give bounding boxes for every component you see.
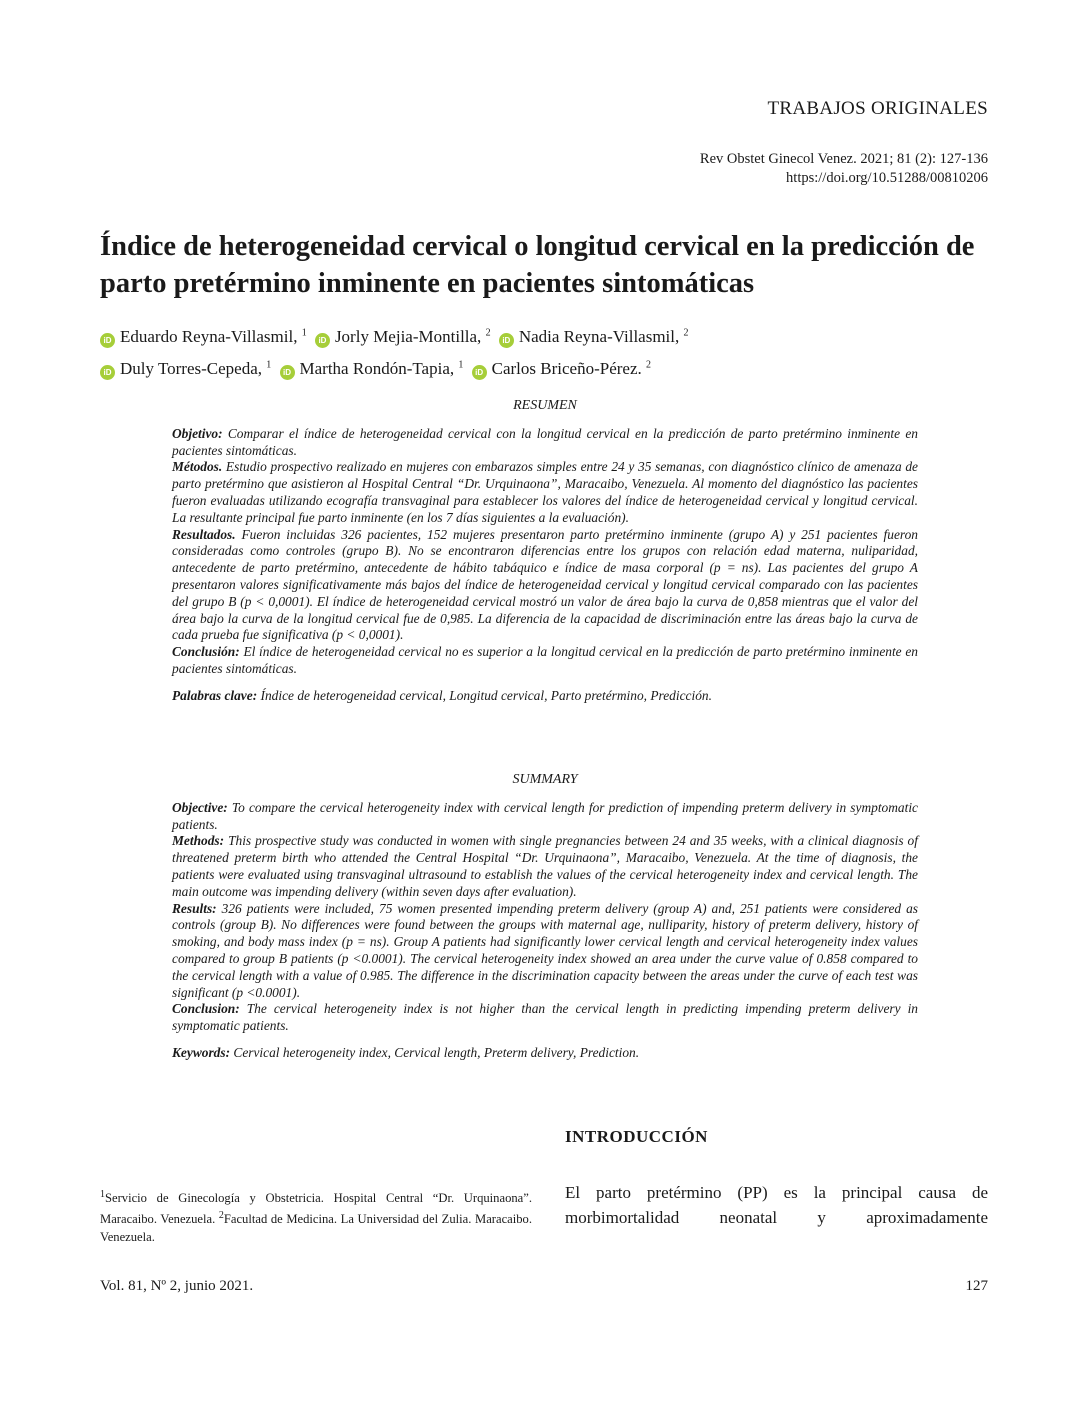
section-heading-introduction: INTRODUCCIÓN [565, 1127, 708, 1146]
orcid-icon[interactable]: iD [315, 333, 330, 348]
author[interactable] [499, 327, 689, 346]
abstract-keywords [172, 1045, 918, 1062]
section-label-bold: Métodos. [172, 459, 223, 475]
author-name: Duly Torres-Cepeda, [120, 359, 263, 379]
section-label-bold: Objective: [172, 799, 228, 815]
abstract-objective [172, 800, 918, 834]
author[interactable] [472, 359, 651, 378]
author[interactable] [100, 359, 271, 378]
abstract-text: 326 patients were included, 75 women presented impending preterm delivery (group A) and, 251 patients were considered as controls (group B). No differences were found between the groups with maternal age, nulliparity, history of preterm delivery, history of smoking, and body mass index (p = ns). Group A patients had significantly lower cervical length and cervical heterogeneity index values compared to group B patients (p <0.0001). The cervical heterogeneity index showed an area under the curve value of 0.858 compared to the cervical length with a value of 0.985. The difference in the discrimination capacity between the areas under the curve of each test was significant (p <0.0001). [172, 900, 918, 1000]
abstract-results [172, 901, 918, 1002]
section-label-bold: Resultados. [172, 526, 236, 542]
abstract-conclusion [172, 644, 918, 678]
abstract-heading: SUMMARY [512, 772, 578, 787]
section-label: TRABAJOS ORIGINALES [767, 98, 988, 119]
author-affiliation: 1 [458, 359, 464, 371]
section-label-bold: Palabras clave: [172, 687, 258, 703]
abstract-text: The cervical heterogeneity index is not higher than the cervical length in predicting impending preterm delivery in symptomatic patients. [172, 1001, 918, 1034]
author[interactable] [315, 327, 491, 346]
orcid-icon[interactable]: iD [280, 365, 295, 380]
abstract-heading: RESUMEN [513, 398, 577, 413]
author-affiliation: 1 [266, 359, 272, 371]
affiliation-text: Servicio de Ginecología y Obstetricia. Hospital Central “Dr. Urquinaona”. Maracaibo. Venezuela. [100, 1191, 532, 1227]
abstract-text: El índice de heterogeneidad cervical no es superior a la longitud cervical en la predicción de parto pretérmino inminente en pacientes sintomáticas. [172, 644, 918, 676]
journal-citation: Rev Obstet Ginecol Venez. 2021; 81 (2): 127-136 [699, 151, 988, 167]
citation-block [700, 150, 988, 188]
orcid-icon[interactable]: iD [100, 333, 115, 348]
author[interactable] [280, 359, 464, 378]
abstract-text: Cervical heterogeneity index, Cervical length, Preterm delivery, Prediction. [233, 1044, 640, 1060]
abstract-results [172, 527, 918, 645]
abstract-text: This prospective study was conducted in women with single pregnancies between 24 and 35 weeks, with a clinical diagnosis of threatened preterm birth who attended the Central Hospital “Dr. Urquinaona”, Maracaibo, Venezuela. At the time of diagnosis, the patients were evaluated using transvaginal ultrasound to establish the values of the cervical heterogeneity index and cervical length. The main outcome was impending delivery (within seven days after evaluation). [172, 833, 918, 899]
abstract-spanish [172, 398, 918, 705]
abstract-conclusion [172, 1001, 918, 1035]
abstract-text: To compare the cervical heterogeneity index with cervical length for prediction of impending preterm delivery in symptomatic patients. [172, 799, 918, 832]
abstract-objective [172, 426, 918, 460]
section-label-bold: Conclusión: [172, 644, 240, 660]
section-label-bold: Methods: [172, 833, 225, 849]
page-number: 127 [965, 1278, 988, 1294]
author-name: Carlos Briceño-Pérez. [491, 359, 642, 379]
author-affiliation: 1 [301, 327, 307, 338]
abstract-text: Comparar el índice de heterogeneidad cervical con la longitud cervical en la predicción de parto pretérmino inminente en pacientes sintomáticas. [172, 425, 918, 458]
affiliation-text: Facultad de Medicina. La Universidad del Zulia. Maracaibo. Venezuela. [100, 1212, 532, 1245]
footnote-marker: 2 [218, 1210, 224, 1222]
author-affiliation: 2 [646, 359, 651, 371]
author[interactable] [100, 327, 307, 346]
author-name: Nadia Reyna-Villasmil, [518, 326, 680, 346]
abstract-methods [172, 833, 918, 900]
author-affiliation: 2 [683, 327, 689, 338]
author-list [100, 318, 990, 383]
abstract-text: Fueron incluidas 326 pacientes, 152 mujeres presentaron parto pretérmino inminente (grupo A) y 251 pacientes fueron consideradas como controles (grupo B). No se encontraron diferencias entre los grupos con relación edad materna, nuliparidad, antecedente de parto pretérmino, antecedente de hábito tabáquico e índice de masa corporal (p = ns). Las pacientes del grupo A presentaron valores significativamente más bajos del índice de heterogeneidad cervical y longitud cervical comparado con las pacientes del grupo B (p < 0,0001). El índice de heterogeneidad cervical mostró un valor de área bajo la curva de 0,858 mientras que el valor del área bajo la curva de la longitud cervical fue de 0,985. La diferencia de la capacidad de discriminación entre las áreas bajo la curva de cada prueba fue significativa (p < 0,0001). [172, 526, 918, 643]
section-label-bold: Results: [172, 900, 217, 916]
orcid-icon[interactable]: iD [499, 333, 514, 348]
doi-link[interactable]: https://doi.org/10.51288/00810206 [786, 170, 988, 186]
author-name: Martha Rondón-Tapia, [299, 359, 455, 379]
author-name: Jorly Mejia-Montilla, [334, 326, 482, 346]
section-label-bold: Objetivo: [172, 425, 223, 441]
footnote-marker: 1 [100, 1189, 105, 1200]
introduction-paragraph: El parto pretérmino (PP) es la principal causa de morbimortalidad neonatal y aproximadamente [565, 1183, 988, 1227]
section-label-bold: Keywords: [172, 1044, 231, 1060]
affiliation-footnote [100, 1186, 532, 1246]
abstract-text: Índice de heterogeneidad cervical, Longitud cervical, Parto pretérmino, Predicción. [260, 687, 712, 703]
section-label-bold: Conclusion: [172, 1001, 240, 1017]
abstract-keywords [172, 688, 918, 705]
footer-volume: Vol. 81, Nº 2, junio 2021. [100, 1278, 254, 1294]
abstract-english [172, 772, 918, 1062]
abstract-text: Estudio prospectivo realizado en mujeres con embarazos simples entre 24 y 35 semanas, con diagnóstico clínico de amenaza de parto pretérmino que asistieron al Hospital Central “Dr. Urquinaona”, Maracaibo, Venezuela. Al momento del diagnóstico las pacientes fueron evaluadas utilizando ecografía transvaginal para establecer los valores del índice de heterogeneidad cervical y longitud cervical. La resultante principal fue parto inminente (en los 7 días siguientes a la evaluación). [172, 459, 918, 525]
author-affiliation: 2 [485, 327, 491, 338]
article-title: Índice de heterogeneidad cervical o longitud cervical en la predicción de parto pretérmino inminente en pacientes sintomáticas [100, 231, 975, 299]
orcid-icon[interactable]: iD [100, 365, 115, 380]
orcid-icon[interactable]: iD [472, 365, 487, 380]
abstract-methods [172, 459, 918, 526]
author-name: Eduardo Reyna-Villasmil, [120, 326, 298, 346]
